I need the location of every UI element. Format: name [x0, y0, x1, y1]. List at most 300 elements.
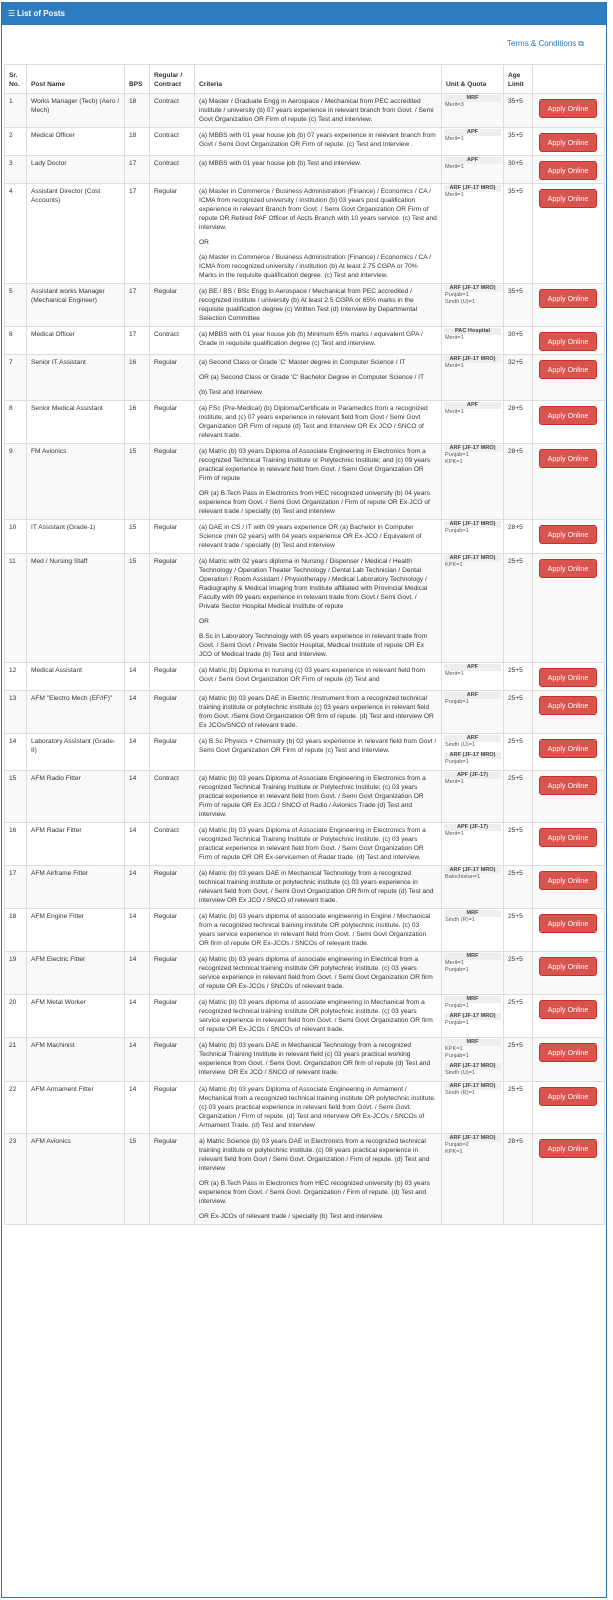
quota-value: Sindh (R)=1 [445, 917, 476, 923]
unit-quota-cell [442, 94, 504, 128]
unit-quota-block [444, 1083, 501, 1097]
action-cell [533, 1082, 605, 1134]
criteria-cell [195, 771, 442, 823]
contract-type-cell: Regular [150, 1134, 195, 1225]
apply-online-button[interactable]: Apply Online [539, 406, 597, 425]
post-name-cell: AFM Airframe Fitter [27, 866, 125, 909]
criteria-paragraph: (a) Matric with 02 years diploma in Nursing / Dispenser / Medical / Health Technology / Operation Theater Technology / Dental Lab Technician / Dental Operation / Room Assistant / Physiotherapy / Medical Laboratory Technology / Radiography & Medical Imaging from Institute affiliated with Provincial Medical Faculty with 09 years experience in relevant trade from Govt./ Semi Govt. / Private Sector Hospital Medical Institute of repute [199, 558, 428, 610]
table-header-row [5, 65, 605, 94]
quota-value: Punjab=1 [445, 1003, 469, 1009]
unit-quota-cell [442, 1134, 504, 1225]
action-cell [533, 691, 605, 734]
table-row [5, 771, 605, 823]
sr-no-cell: 15 [5, 771, 27, 823]
sr-no-cell: 13 [5, 691, 27, 734]
criteria-cell [195, 554, 442, 663]
action-cell [533, 909, 605, 952]
post-name-cell: Lady Doctor [27, 156, 125, 184]
age-limit-cell: 30+5 [504, 327, 533, 355]
contract-type-cell: Contract [150, 327, 195, 355]
age-limit-cell: 25+5 [504, 691, 533, 734]
age-limit-cell: 35+5 [504, 284, 533, 327]
unit-quota-block [444, 285, 501, 306]
table-row [5, 663, 605, 691]
age-limit-cell: 35+5 [504, 94, 533, 128]
age-limit-cell: 25+5 [504, 554, 533, 663]
sr-no-cell: 9 [5, 444, 27, 520]
unit-name: MRF [444, 996, 501, 1003]
unit-quota-cell [442, 823, 504, 866]
quota-value: KPK=1 [445, 1149, 463, 1155]
quota-value: Sindh (U)=1 [445, 1070, 476, 1076]
criteria-paragraph: (a) Matric (b) 03 years diploma of associate engineering in Mechanical from a recognized technical training institute OR polytechnic institute. (c) 03 years service experience in relevant field from Govt. / Semi Govt Organization OR firm of repute OR Ex-JCOs / SNCOs of relevant trade. [199, 999, 433, 1033]
apply-online-button[interactable]: Apply Online [539, 1087, 597, 1106]
unit-name: PAC Hospital [444, 328, 501, 335]
unit-name: ARF [444, 692, 501, 699]
quota-value: Punjab=2 [445, 1142, 469, 1148]
action-cell [533, 771, 605, 823]
unit-quota-block [444, 735, 501, 749]
age-limit-cell: 35+5 [504, 184, 533, 284]
posts-body [5, 94, 605, 1225]
criteria-paragraph: (a) Matric (b) 03 years Diploma of Associate Engineering in Electronics from a recognized Technical Training Institute or Polytechnic Institute. (c) 03 years practical experience in relevant field from Govt. / Semi Govt Organization OR Firm of repute OR OR Ex-servicemen of Radar trade. (d) Test and interview. [199, 827, 426, 861]
unit-quota-block [444, 1039, 501, 1060]
criteria-paragraph: (a) Master in Commerce / Business Administration (Finance) / Economics / CA / ICMA from recognized university / institution (b) At least 2.75 CGPA or 70% Marks in the requisite qualification degree. (c) Test and interview. [199, 254, 431, 279]
apply-online-button[interactable]: Apply Online [539, 161, 597, 180]
apply-online-button[interactable]: Apply Online [539, 871, 597, 890]
contract-type-cell: Regular [150, 184, 195, 284]
unit-name: APF [444, 664, 501, 671]
quota-value: Merit=1 [445, 136, 464, 142]
table-row [5, 1134, 605, 1225]
criteria-cell [195, 444, 442, 520]
col-header-action [533, 65, 605, 94]
unit-name: MRF [444, 953, 501, 960]
age-limit-cell: 25+5 [504, 866, 533, 909]
quota-value: Punjab=1 [445, 759, 469, 765]
post-name-cell: Medical Officer [27, 128, 125, 156]
apply-online-button[interactable]: Apply Online [539, 1000, 597, 1019]
criteria-cell [195, 823, 442, 866]
quota-value: Punjab=1 [445, 1020, 469, 1026]
unit-name: ARF (JF-17 MRO) [444, 445, 501, 452]
criteria-paragraph: (a) FSc (Pre-Medical) (b) Diploma/Certificate in Paramedics from a recognized institute, and (c) 07 years experience in relevant field from Govt / Semi Govt Organization OR Firm of repute (d) Test and Interview OR Ex JCO / SNCO of relevant trade. [199, 405, 428, 439]
criteria-cell [195, 734, 442, 771]
unit-quota-block [444, 521, 501, 535]
bps-cell: 14 [125, 691, 150, 734]
criteria-paragraph: (a) Matric (b) 03 years Diploma of Associate Engineering in Electronics from a recognized Technical Training Institute or Polytechnic Institute; (c) 03 years practical experience in relevant field from Govt. / Semi Govt Organization OR Firm of repute OR Ex JCO / SNCO of Radio / Avionics Trade (d) Test and interview. [199, 775, 426, 818]
criteria-cell [195, 995, 442, 1038]
action-cell [533, 866, 605, 909]
contract-type-cell: Regular [150, 909, 195, 952]
apply-online-button[interactable]: Apply Online [539, 99, 597, 118]
sr-no-cell: 8 [5, 401, 27, 444]
contract-type-cell: Regular [150, 1038, 195, 1082]
criteria-paragraph: OR (a) Second Class or Grade 'C' Bachelor Degree in Computer Science / IT [199, 374, 424, 381]
criteria-paragraph: (a) Matric (b) 03 years DAE in Mechanical Technology from a recognized Technical Training Institute in relevant field (c) 03 years practical working experience from Govt. / Semi Govt. Organization OR firm of repute (d) Test and interview. OR Ex JCO / SNCO of relevant trade. [199, 1042, 431, 1076]
quota-value: Merit=1 [445, 779, 464, 785]
table-row [5, 866, 605, 909]
post-name-cell: IT Assistant (Grade-1) [27, 520, 125, 554]
post-name-cell: Senior Medical Assistant [27, 401, 125, 444]
apply-online-button[interactable]: Apply Online [539, 739, 597, 758]
table-row [5, 520, 605, 554]
unit-quota-cell [442, 1038, 504, 1082]
bps-cell: 17 [125, 284, 150, 327]
unit-name: APF (JF-17) [444, 772, 501, 779]
table-row [5, 156, 605, 184]
bps-cell: 14 [125, 771, 150, 823]
sr-no-cell: 4 [5, 184, 27, 284]
bps-cell: 15 [125, 444, 150, 520]
unit-quota-cell [442, 184, 504, 284]
apply-online-button[interactable]: Apply Online [539, 828, 597, 847]
apply-online-button[interactable]: Apply Online [539, 696, 597, 715]
age-limit-cell: 25+5 [504, 1082, 533, 1134]
apply-online-button[interactable]: Apply Online [539, 332, 597, 351]
criteria-paragraph: (a) BE / BS / BSc Engg in Aerospace / Mechanical from PEC accredited / recognized institute / university (b) At least 2.5 CGPA or 65% marks in the requisite qualification degree (c) Written Test (d) Interview by Departmental Selection Committee [199, 288, 418, 322]
criteria-paragraph: (a) Matric (b) 03 years Diploma of Associate Engineering in Armament / Mechanical from a recognized technical training institute OR polytechnic institute. (c) 03 years practical experience in relevant field from Govt. / Semi Govt. Organization / Firm of repute. (d) Test and interview OR Ex-JCOs / SNCOs of Armament Trade. (d) Test and Interview [199, 1086, 436, 1129]
panel-heading [2, 3, 606, 25]
age-limit-cell: 28+5 [504, 444, 533, 520]
unit-quota-block [444, 664, 501, 678]
age-limit-cell: 25+5 [504, 1038, 533, 1082]
unit-quota-block [444, 328, 501, 342]
post-name-cell: FM Avionics [27, 444, 125, 520]
criteria-paragraph: (a) Master in Commerce / Business Administration (Finance) / Economics / CA / ICMA from recognized university / institution (b) 03 years post qualification experience in relevant Branch from Govt. / Semi Govt Organization OR Firm of repute OR Retired PAF Officer of Accts Branch with 10 years service. (c) Test and interview. [199, 188, 437, 231]
criteria-paragraph: (a) Second Class or Grade 'C' Master degree in Computer Science / IT [199, 359, 406, 366]
quota-value: Punjab=1 [445, 699, 469, 705]
posts-table [4, 64, 605, 1225]
criteria-cell [195, 520, 442, 554]
apply-online-button[interactable]: Apply Online [539, 289, 597, 308]
quota-value: KPK=1 [445, 1046, 463, 1052]
post-name-cell: AFM Avionics [27, 1134, 125, 1225]
col-header-criteria: Criteria [195, 65, 442, 94]
criteria-paragraph: (a) DAE in CS / IT with 09 years experience OR (a) Bachelor in Computer Science (min 02 years) with 04 years experience OR Ex-JCO / Equivalent of relevant trade / specialty (b) Test and interview [199, 524, 422, 549]
unit-name: APF [444, 129, 501, 136]
action-cell [533, 327, 605, 355]
table-row [5, 691, 605, 734]
criteria-paragraph: (a) Matric (b) 03 years Diploma of Associate Engineering in Electronics from a recognized Technical Training Institute or Polytechnic Institute; and (c) 09 years practical experience in relevant field from Govt. / Semi Govt Organization OR Firm of repute [199, 448, 431, 482]
unit-quota-cell [442, 995, 504, 1038]
sr-no-cell: 5 [5, 284, 27, 327]
post-name-cell: Medical Officer [27, 327, 125, 355]
unit-quota-block [444, 445, 501, 466]
unit-quota-block [444, 752, 501, 766]
contract-type-cell: Regular [150, 866, 195, 909]
post-name-cell: Assistant works Manager (Mechanical Engineer) [27, 284, 125, 327]
sr-no-cell: 17 [5, 866, 27, 909]
age-limit-cell: 32+5 [504, 355, 533, 401]
bps-cell: 16 [125, 355, 150, 401]
bps-cell: 14 [125, 823, 150, 866]
criteria-paragraph: (a) Matric (b) 03 years diploma of associate engineering in Engine / Mechanical from a recognized technical training institute OR polytechnic institute. (c) 03 years service experience in relevant field from Govt. / Semi Govt Organization OR firm of repute OR Ex-JCOs / SNCOs of relevant trade. [199, 913, 431, 947]
contract-type-cell: Regular [150, 734, 195, 771]
unit-name: ARF (JF-17 MRO) [444, 356, 501, 363]
unit-quota-block [444, 95, 501, 109]
unit-name: MRF [444, 1039, 501, 1046]
quota-value: Punjab=1 [445, 1053, 469, 1059]
table-row [5, 1038, 605, 1082]
criteria-paragraph: (a) Matric (b) 03 years diploma of associate engineering in Electrical from a recognized technical training institute OR polytechnic institute. (c) 03 years service experience in relevant field from Govt. / Semi Govt Organization OR firm of repute OR Ex-JCOs / SNCOs of relevant trade. [199, 956, 433, 990]
action-cell [533, 734, 605, 771]
unit-name: ARF (JF-17 MRO) [444, 1135, 501, 1142]
quota-value: Merit=1 [445, 192, 464, 198]
contract-type-cell: Regular [150, 520, 195, 554]
criteria-cell [195, 952, 442, 995]
criteria-paragraph: (b) Test and Interview [199, 389, 262, 396]
apply-online-button[interactable]: Apply Online [539, 525, 597, 544]
unit-quota-block [444, 1063, 501, 1077]
bps-cell: 16 [125, 401, 150, 444]
unit-quota-cell [442, 156, 504, 184]
contract-type-cell: Regular [150, 554, 195, 663]
post-name-cell: AFM Engine Fitter [27, 909, 125, 952]
sr-no-cell: 12 [5, 663, 27, 691]
bps-cell: 15 [125, 520, 150, 554]
unit-quota-cell [442, 866, 504, 909]
bps-cell: 14 [125, 663, 150, 691]
col-header-bps: BPS [125, 65, 150, 94]
unit-quota-cell [442, 554, 504, 663]
action-cell [533, 1134, 605, 1225]
quota-value: KPK=1 [445, 562, 463, 568]
contract-type-cell: Contract [150, 94, 195, 128]
col-header-unit: Unit & Quota [442, 65, 504, 94]
criteria-cell [195, 184, 442, 284]
unit-name: ARF (JF-17 MRO) [444, 1013, 501, 1020]
criteria-cell [195, 866, 442, 909]
age-limit-cell: 25+5 [504, 771, 533, 823]
criteria-paragraph: OR Ex-JCOs of relevant trade / specialty (b) Test and interview. [199, 1213, 384, 1220]
sr-no-cell: 7 [5, 355, 27, 401]
action-cell [533, 554, 605, 663]
quota-value: Punjab=1 [445, 452, 469, 458]
unit-name: MRF [444, 95, 501, 102]
unit-quota-block [444, 157, 501, 171]
contract-type-cell: Regular [150, 284, 195, 327]
quota-value: Merit=3 [445, 102, 464, 108]
age-limit-cell: 28+5 [504, 520, 533, 554]
panel-title: List of Posts [17, 9, 66, 18]
sr-no-cell: 21 [5, 1038, 27, 1082]
sr-no-cell: 10 [5, 520, 27, 554]
bps-cell: 14 [125, 866, 150, 909]
contract-type-cell: Contract [150, 771, 195, 823]
quota-value: Punjab=1 [445, 528, 469, 534]
table-row [5, 995, 605, 1038]
age-limit-cell: 28+5 [504, 401, 533, 444]
sr-no-cell: 19 [5, 952, 27, 995]
unit-name: ARF (JF-17 MRO) [444, 752, 501, 759]
unit-name: MRF [444, 910, 501, 917]
age-limit-cell: 25+5 [504, 952, 533, 995]
age-limit-cell: 35+5 [504, 128, 533, 156]
post-name-cell: AFM Metal Worker [27, 995, 125, 1038]
table-row [5, 128, 605, 156]
unit-quota-block [444, 867, 501, 881]
bps-cell: 17 [125, 184, 150, 284]
age-limit-cell: 25+5 [504, 663, 533, 691]
bps-cell: 14 [125, 734, 150, 771]
quota-value: Punjab=1 [445, 967, 469, 973]
criteria-cell [195, 663, 442, 691]
post-name-cell: AFM Radio Fitter [27, 771, 125, 823]
apply-online-button[interactable]: Apply Online [539, 957, 597, 976]
quota-value: Balochistan=1 [445, 874, 481, 880]
age-limit-cell: 25+5 [504, 823, 533, 866]
unit-name: ARF (JF-17 MRO) [444, 1083, 501, 1090]
sr-no-cell: 23 [5, 1134, 27, 1225]
criteria-cell [195, 1038, 442, 1082]
contract-type-cell: Regular [150, 995, 195, 1038]
contract-type-cell: Regular [150, 1082, 195, 1134]
apply-online-button[interactable]: Apply Online [539, 914, 597, 933]
criteria-cell [195, 401, 442, 444]
apply-online-button[interactable]: Apply Online [539, 559, 597, 578]
table-row [5, 909, 605, 952]
unit-name: APF [444, 402, 501, 409]
list-icon: ☰ [8, 9, 16, 18]
unit-quota-cell [442, 355, 504, 401]
apply-online-button[interactable]: Apply Online [539, 360, 597, 379]
sr-no-cell: 11 [5, 554, 27, 663]
quota-value: Punjab=1 [445, 292, 469, 298]
post-name-cell: Medical Assistant [27, 663, 125, 691]
quota-value: Merit=1 [445, 671, 464, 677]
col-header-age: Age Limit [504, 65, 533, 94]
contract-type-cell: Regular [150, 691, 195, 734]
table-row [5, 1082, 605, 1134]
unit-quota-cell [442, 520, 504, 554]
quota-value: Merit=1 [445, 960, 464, 966]
post-name-cell: Med / Nursing Staff [27, 554, 125, 663]
post-name-cell: Works Manager (Tech) (Aero / Mech) [27, 94, 125, 128]
criteria-cell [195, 327, 442, 355]
table-row [5, 401, 605, 444]
sr-no-cell: 16 [5, 823, 27, 866]
table-row [5, 355, 605, 401]
criteria-cell [195, 284, 442, 327]
external-link-icon: ⧉ [578, 39, 584, 48]
criteria-paragraph: (a) Matric (b) 03 years DAE in Electric /Instrument from a recognized technical training institute or polytechnic institute (c) 03 years experience in relevant field from Govt. /Semi Govt Organization OR firm of repute. (d) Test and interview OR Ex JCOs/SNCO of relevant trade. [199, 695, 434, 729]
post-name-cell: Assistant Director (Cost Accounts) [27, 184, 125, 284]
bps-cell: 14 [125, 1082, 150, 1134]
criteria-cell [195, 1134, 442, 1225]
apply-online-button[interactable]: Apply Online [539, 1139, 597, 1158]
age-limit-cell: 28+5 [504, 1134, 533, 1225]
apply-online-button[interactable]: Apply Online [539, 776, 597, 795]
quota-value: Merit=1 [445, 164, 464, 170]
quota-value: KPK=1 [445, 459, 463, 465]
table-row [5, 734, 605, 771]
unit-name: ARF (JF-17 MRO) [444, 555, 501, 562]
bps-cell: 14 [125, 995, 150, 1038]
unit-quota-cell [442, 444, 504, 520]
table-row [5, 94, 605, 128]
criteria-paragraph: (a) MBBS with 01 year house job (b) Test and interview. [199, 160, 362, 167]
table-row [5, 284, 605, 327]
unit-name: APF [444, 157, 501, 164]
unit-quota-cell [442, 284, 504, 327]
unit-name: ARF (JF-17 MRO) [444, 867, 501, 874]
contract-type-cell: Regular [150, 355, 195, 401]
action-cell [533, 823, 605, 866]
contract-type-cell: Contract [150, 156, 195, 184]
post-name-cell: Laboratory Assistant (Grade-II) [27, 734, 125, 771]
post-name-cell: AFM Machinist [27, 1038, 125, 1082]
terms-label[interactable]: Terms & Conditions [506, 39, 577, 48]
post-name-cell: AFM Armament Fitter [27, 1082, 125, 1134]
action-cell [533, 1038, 605, 1082]
unit-quota-block [444, 996, 501, 1010]
sr-no-cell: 6 [5, 327, 27, 355]
bps-cell: 14 [125, 909, 150, 952]
criteria-cell [195, 691, 442, 734]
contract-type-cell: Regular [150, 401, 195, 444]
unit-quota-cell [442, 401, 504, 444]
unit-name: ARF (JF-17 MRO) [444, 285, 501, 292]
unit-quota-block [444, 555, 501, 569]
post-name-cell: AFM Radar Fitter [27, 823, 125, 866]
criteria-paragraph: OR [199, 618, 209, 625]
criteria-paragraph: B.Sc in Laboratory Technology with 05 years experience in relevant trade from Govt. / Semi Govt / Private Sector Hospital, Medical Institute of repute OR Ex JCO of Medical trade (b) Test and Interview. [199, 633, 428, 658]
col-header-sr: Sr. No. [5, 65, 27, 94]
apply-online-button[interactable]: Apply Online [539, 189, 597, 208]
action-cell [533, 995, 605, 1038]
unit-quota-block [444, 772, 501, 786]
sr-no-cell: 18 [5, 909, 27, 952]
unit-name: ARF [444, 735, 501, 742]
bps-cell: 18 [125, 94, 150, 128]
apply-online-button[interactable]: Apply Online [539, 668, 597, 687]
bps-cell: 15 [125, 554, 150, 663]
terms-link[interactable] [507, 39, 584, 49]
unit-quota-block [444, 129, 501, 143]
criteria-paragraph: OR (a) B.Tech Pass in Electronics from HEC recognized university (b) 03 years experience from Govt. / Semi Govt. Organization / Firm of repute. (d) Test and interview. [199, 1180, 430, 1205]
apply-online-button[interactable]: Apply Online [539, 133, 597, 152]
age-limit-cell: 25+5 [504, 995, 533, 1038]
criteria-cell [195, 355, 442, 401]
contract-type-cell: Contract [150, 823, 195, 866]
action-cell [533, 444, 605, 520]
apply-online-button[interactable]: Apply Online [539, 449, 597, 468]
unit-quota-cell [442, 771, 504, 823]
action-cell [533, 520, 605, 554]
bps-cell: 14 [125, 1038, 150, 1082]
unit-quota-block [444, 1013, 501, 1027]
criteria-paragraph: (a) MBBS with 01 year house job (b) 07 years experience in relevant branch from Govt / Semi Govt Organization OR Firm of repute. (c) Test and Interview . [199, 132, 436, 148]
col-header-type: Regular / Contract [150, 65, 195, 94]
unit-quota-cell [442, 327, 504, 355]
posts-panel [1, 2, 607, 1598]
apply-online-button[interactable]: Apply Online [539, 1043, 597, 1062]
unit-quota-block [444, 356, 501, 370]
action-cell [533, 355, 605, 401]
bps-cell: 14 [125, 952, 150, 995]
quota-value: Merit=1 [445, 335, 464, 341]
sr-no-cell: 3 [5, 156, 27, 184]
criteria-paragraph: OR (a) B.Tech Pass in Electronics from HEC recognized university (b) 04 years experience from Govt. / Semi Govt Organization / Firm of repute OR Ex-JCO of relevant trade / specialty (b) Test and interview [199, 490, 430, 515]
sr-no-cell: 22 [5, 1082, 27, 1134]
criteria-paragraph: (a) MBBS with 01 year house job (b) Minimum 65% marks / equivalent GPA / Grade in requisite qualification degree (c) Test and interview. [199, 331, 423, 347]
unit-quota-block [444, 824, 501, 838]
action-cell [533, 284, 605, 327]
quota-value: Merit=1 [445, 363, 464, 369]
unit-name: APF (JF-17) [444, 824, 501, 831]
table-row [5, 327, 605, 355]
